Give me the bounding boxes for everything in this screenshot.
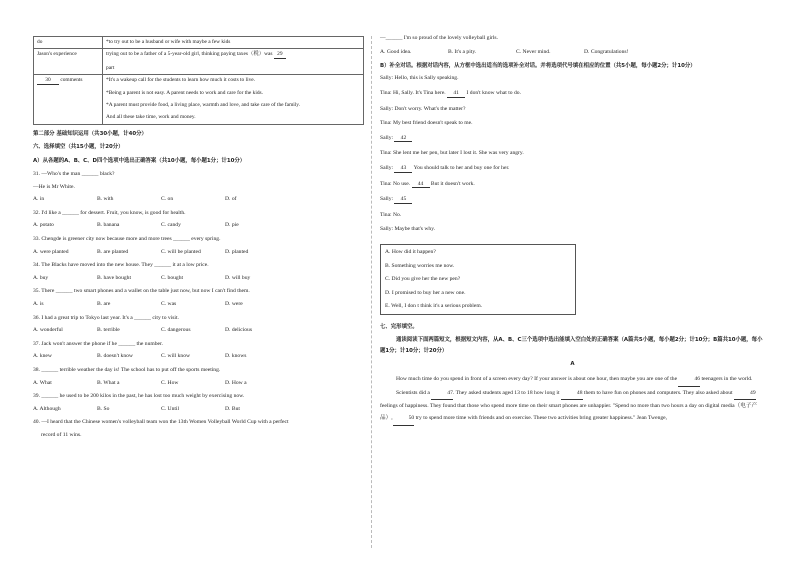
option-a[interactable]: A. were planted (33, 248, 69, 255)
q40-continuation: —______ I'm so proud of the lovely volleyball girls. (380, 35, 498, 41)
box-option-e: E. Well, I don t think it's a serious problem. (385, 303, 483, 310)
option-b[interactable]: B. doesn't know (97, 353, 133, 360)
option-a[interactable]: A. Although (33, 405, 61, 412)
question-40: 40. —I heard that the Chinese women's volleyball team won the 13th Women Volleyball World Cup with a perfect record of 11 wins. (33, 419, 289, 438)
option-a[interactable]: A. potato (33, 222, 54, 229)
option-b[interactable]: B. are (97, 301, 111, 307)
blank-44[interactable]: 44 (412, 182, 430, 189)
option-b[interactable]: B. What a (97, 379, 120, 386)
question-35: 35. There ______ two smart phones and a wallet on the table just now, but now I can't find them. A. is B. are C. was D. were (33, 289, 364, 307)
dialog-line: Tina: No. (380, 211, 402, 218)
table-row (34, 49, 364, 75)
paragraph-1: How much time do you spend in front of a screen every day? If your answer is about one hour, then maybe you are one of the 46 teenagers in the world. (380, 373, 765, 386)
table-row (34, 37, 364, 49)
option-b[interactable]: B. are planted (97, 248, 129, 255)
question-37: 37. Jack won't answer the phone if he ______ the number. A. knew B. doesn't know C. will know D. knows (33, 342, 364, 360)
option-b[interactable]: B. terrible (97, 327, 120, 334)
section-heading: 六、选择填空（共15小题，计20分） (33, 144, 124, 151)
paragraph-2: Scientists did a 47. They asked students aged 13 to 18 how long it 48 them to have fun on phones and computers. They also asked about 49 feelings of happiness. They found that those who spend more time on their smart phones are unhappier. "Spend no more than two hours a day on digital media（电子产品）, 50 try to spend more time with friends and on exercise. These two activities bring greater happiness." Jean Twenge, (380, 387, 765, 426)
option-a[interactable]: A. wonderful (33, 327, 63, 334)
question-32: 32. I'd like a ______ for dessert. Fruit, you know, is good for health. A. potato B. banana C. candy D. pie (33, 211, 364, 229)
blank-41[interactable]: 41 (447, 91, 465, 98)
article-label: A (570, 360, 575, 367)
dialog-line: Tina: Hi, Sally. It's Tina here. 41 I don't know what to do. (380, 90, 521, 97)
question-39: 39. ______ he used to be 200 kilos in the past, he has lost too much weight by exercising now. A. Although B. So C. Until D. But (33, 394, 364, 412)
option-d[interactable]: D. will buy (225, 274, 251, 281)
options-box (380, 244, 576, 315)
option-d[interactable]: D. But (225, 405, 240, 412)
option-c[interactable]: C. will know (161, 353, 191, 360)
blank-46[interactable]: 46 (678, 373, 700, 386)
dialog-line: Sally: Hello, this is Sally speaking. (380, 75, 459, 82)
section-description: 通读阅读下面两篇短文，根据短文内容，从A、B、C三个选项中选出能填入空白处的正确答案（A篇共5小题，每小题2分；计10分；B篇共10小题，每小题1分；计10分；计20分） (380, 337, 763, 355)
option-c[interactable]: C. Until (161, 405, 180, 412)
table-cell-label: do (34, 37, 103, 49)
option-c[interactable]: C. dangerous (161, 327, 191, 334)
option-a[interactable]: A. buy (33, 274, 49, 281)
dialog-line: Tina: My best friend doesn't speak to me. (380, 120, 473, 127)
table-cell-content: trying out to be a father of a 5-year-old girl, thinking paying taxes（税）was 29 part (103, 49, 364, 75)
question-34: 34. The Blacks have moved into the new house. They ______ it at a low price. A. buy B. have bought C. bought D. will buy (33, 263, 364, 281)
dialog-line: Sally: Don't worry. What's the matter? (380, 105, 466, 112)
option-c[interactable]: C. Never mind. (516, 48, 551, 55)
box-option-d: D. I promised to buy her a new one. (385, 289, 466, 296)
option-b[interactable]: B. banana (97, 222, 120, 229)
option-a[interactable]: A. knew (33, 353, 52, 360)
option-c[interactable]: C. on (161, 196, 174, 203)
blank-30[interactable]: 30 (37, 78, 59, 84)
section-subheading: A）从各题的A、B、C、D四个选项中选出正确答案（共10小题，每小题1分；计10分） (33, 157, 246, 164)
option-b[interactable]: B. with (97, 196, 114, 203)
option-c[interactable]: C. candy (161, 222, 181, 229)
option-b[interactable]: B. It's a pity. (448, 48, 477, 55)
dialog-line: Sally: Maybe that's why. (380, 226, 436, 233)
box-option-c: C. Did you give her the new pen? (385, 276, 461, 283)
dialog-line: Sally: 45 (380, 197, 765, 204)
option-c[interactable]: C. will be planted (161, 248, 201, 255)
option-b[interactable]: B. So (97, 405, 110, 412)
blank-29[interactable]: 29 (274, 52, 286, 58)
option-d[interactable]: D. pie (225, 222, 239, 229)
option-d[interactable]: D. planted (225, 248, 249, 255)
option-d[interactable]: D. of (225, 196, 237, 203)
question-33: 33. Chengde is greener city now because more and more trees ______ every spring. A. were planted B. are planted C. will be planted D. planted (33, 237, 364, 255)
option-c[interactable]: C. was (161, 301, 177, 307)
question-31: 31. —Who's the man ______ black? —He is Mr White. A. in B. with C. on D. of (33, 172, 364, 203)
option-d[interactable]: D. Congratulations! (584, 48, 629, 55)
table-row (34, 75, 364, 125)
blank-43[interactable]: 43 (394, 166, 412, 173)
section-heading: 七、完形填空。 (380, 323, 418, 330)
table-cell-content: *to try out to be a husband or wife with maybe a few kids (103, 37, 364, 49)
option-d[interactable]: D. How a (225, 379, 247, 386)
table-cell-label: Jason's experience (34, 49, 103, 75)
blank-45[interactable]: 45 (394, 197, 412, 204)
blank-42[interactable]: 42 (394, 136, 412, 143)
dialog (380, 76, 765, 233)
dialog-line: Sally: 42 (380, 136, 765, 143)
blank-50[interactable]: 50 (393, 412, 415, 425)
option-c[interactable]: C. bought (161, 274, 184, 281)
dialog-line: Tina: She lent me her pen, but later I lost it. She was very angry. (380, 150, 524, 157)
part-heading: 第二部分 基础知识运用（共30小题，计40分） (33, 130, 147, 137)
option-d[interactable]: D. delicious (225, 327, 253, 334)
option-a[interactable]: A. What (33, 379, 52, 386)
info-table (33, 36, 364, 125)
option-b[interactable]: B. have bought (97, 274, 132, 281)
option-a[interactable]: A. is (33, 301, 44, 307)
option-a[interactable]: A. in (33, 196, 45, 203)
option-d[interactable]: D. knows (225, 353, 247, 360)
column-divider (371, 36, 372, 548)
blank-49[interactable]: 49 (734, 387, 756, 400)
table-cell-content: *It's a wakeup call for the students to learn how much it costs to live. *Being a parent is not easy. A parent needs to work and care for the kids. *A parent must provide food, a living place, warmth and love, and take care of the family. And all these take time, work and money. (103, 75, 364, 125)
section-subheading: B）补全对话。根据对话内容，从方框中选出适当的选项补全对话。并将选项代号填在相应的位置（共5小题，每小题2分；计10分） (380, 63, 696, 70)
question-38: 38. ______ terrible weather the day is! The school has to put off the sports meeting. A. What B. What a C. How D. How a (33, 368, 364, 386)
blank-47[interactable]: 47 (431, 387, 453, 400)
right-column (380, 36, 765, 426)
option-d[interactable]: D. were (225, 301, 243, 307)
box-option-a: A. How did it happen? (385, 248, 436, 255)
option-a[interactable]: A. Good idea. (380, 48, 412, 55)
question-36: 36. I had a great trip to Tokyo last year. It's a ______ city to visit. A. wonderful B. terrible C. dangerous D. delicious (33, 316, 364, 334)
dialog-line: Tina: No use. 44 But it doesn't work. (380, 180, 475, 187)
dialog-line: Sally: 43 You should talk to her and buy one for her. (380, 165, 510, 172)
box-option-b: B. Something worries me now. (385, 262, 455, 269)
blank-48[interactable]: 48 (561, 387, 583, 400)
left-column (33, 36, 364, 439)
table-cell-label: 30 comments (34, 75, 103, 125)
question-list (33, 172, 364, 438)
option-c[interactable]: C. How (161, 379, 179, 386)
